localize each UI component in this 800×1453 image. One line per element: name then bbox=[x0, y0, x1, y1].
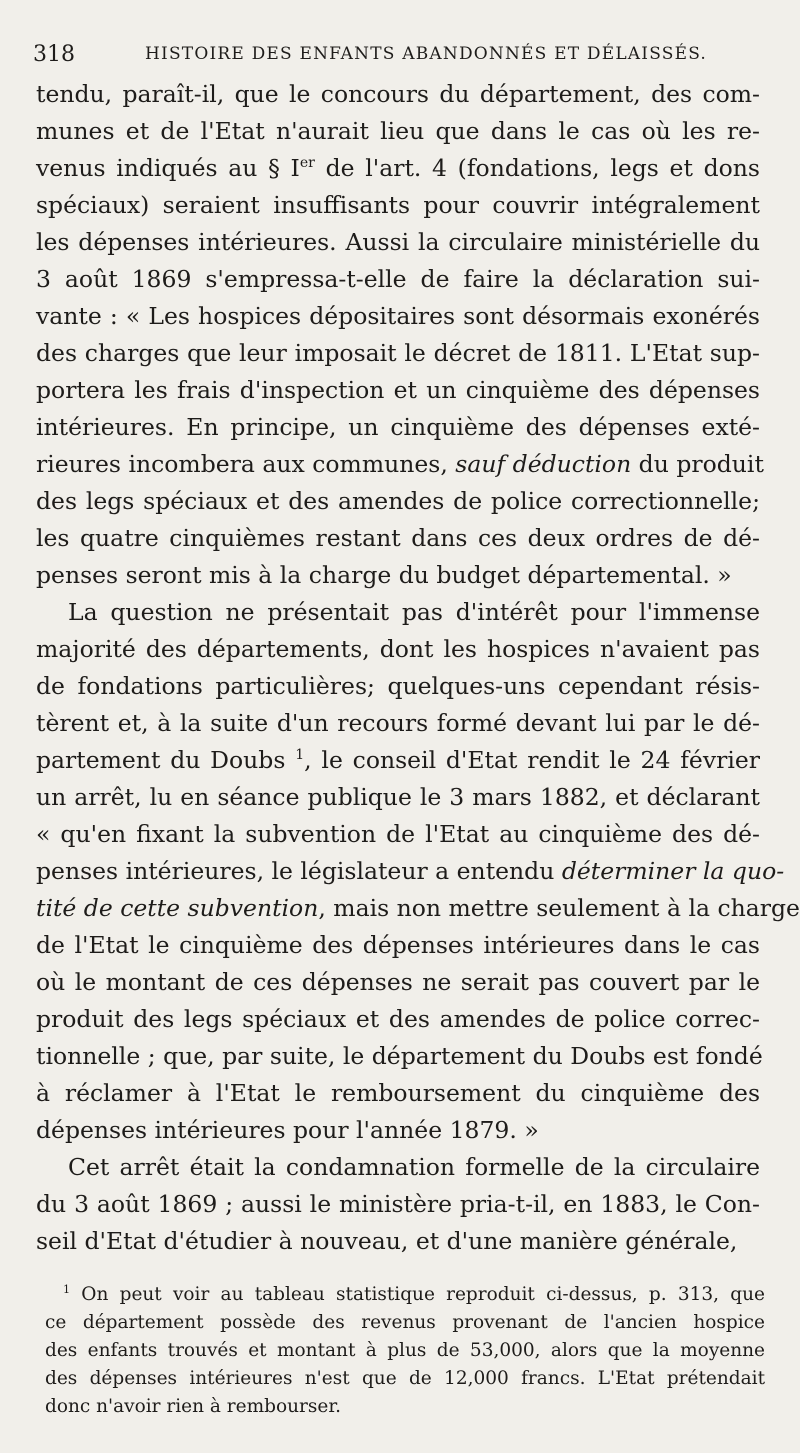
footnote-line: ce département possède des revenus provenant de l'ancien hospice bbox=[45, 1312, 765, 1333]
body-line: « qu'en fixant la subvention de l'Etat au cinquième des dé- bbox=[36, 820, 760, 848]
page-number: 318 bbox=[33, 42, 75, 67]
body-line: tionnelle ; que, par suite, le département du Doubs est fondé bbox=[36, 1042, 763, 1070]
body-line: seil d'Etat d'étudier à nouveau, et d'une manière générale, bbox=[36, 1227, 738, 1255]
body-line: un arrêt, lu en séance publique le 3 mars 1882, et déclarant bbox=[36, 783, 760, 811]
body-line: des charges que leur imposait le décret de 1811. L'Etat sup- bbox=[36, 339, 760, 367]
body-line: des legs spéciaux et des amendes de police correctionnelle; bbox=[36, 487, 760, 515]
body-line: spéciaux) seraient insuffisants pour couvrir intégralement bbox=[36, 191, 760, 219]
body-line: de fondations particulières; quelques-uns cependant résis- bbox=[36, 672, 760, 700]
body-line: Cet arrêt était la condamnation formelle de la circulaire bbox=[68, 1153, 760, 1181]
body-line: tendu, paraît-il, que le concours du département, des com- bbox=[36, 80, 760, 108]
body-line: les dépenses intérieures. Aussi la circulaire ministérielle du bbox=[36, 228, 760, 256]
body-line: de l'Etat le cinquième des dépenses intérieures dans le cas bbox=[36, 931, 760, 959]
footnote-line: des dépenses intérieures n'est que de 12,000 francs. L'Etat prétendait bbox=[45, 1368, 765, 1389]
body-line: 3 août 1869 s'empressa-t-elle de faire la déclaration sui- bbox=[36, 265, 760, 293]
body-line: rieures incombera aux communes, sauf déduction du produit bbox=[36, 450, 764, 478]
body-line: portera les frais d'inspection et un cinquième des dépenses bbox=[36, 376, 760, 404]
running-title: HISTOIRE DES ENFANTS ABANDONNÉS ET DÉLAISSÉS. bbox=[145, 44, 708, 64]
body-line: dépenses intérieures pour l'année 1879. » bbox=[36, 1116, 539, 1144]
body-line: à réclamer à l'Etat le remboursement du cinquième des bbox=[36, 1079, 760, 1107]
body-line: du 3 août 1869 ; aussi le ministère pria-t-il, en 1883, le Con- bbox=[36, 1190, 760, 1218]
footnote-line: donc n'avoir rien à rembourser. bbox=[45, 1396, 342, 1417]
body-line: venus indiqués au § Ier de l'art. 4 (fondations, legs et dons bbox=[36, 154, 760, 182]
body-line: où le montant de ces dépenses ne serait pas couvert par le bbox=[36, 968, 760, 996]
body-line: La question ne présentait pas d'intérêt pour l'immense bbox=[68, 598, 760, 626]
body-line: les quatre cinquièmes restant dans ces deux ordres de dé- bbox=[36, 524, 760, 552]
body-line: munes et de l'Etat n'aurait lieu que dans le cas où les re- bbox=[36, 117, 760, 145]
body-line: vante : « Les hospices dépositaires sont désormais exonérés bbox=[36, 302, 760, 330]
body-line: tèrent et, à la suite d'un recours formé devant lui par le dé- bbox=[36, 709, 760, 737]
body-line: partement du Doubs $^1$, le conseil d'Etat rendit le 24 février bbox=[36, 746, 760, 774]
body-line: intérieures. En principe, un cinquième des dépenses exté- bbox=[36, 413, 760, 441]
body-line: penses seront mis à la charge du budget départemental. » bbox=[36, 561, 732, 589]
body-text bbox=[36, 76, 800, 1260]
page-header bbox=[33, 38, 760, 74]
footnote-line: $^1$ On peut voir au tableau statistique reproduit ci-dessus, p. 313, que bbox=[63, 1282, 765, 1305]
body-line: produit des legs spéciaux et des amendes de police correc- bbox=[36, 1005, 760, 1033]
body-line: penses intérieures, le législateur a entendu déterminer la quo- bbox=[36, 857, 785, 885]
footnote-line: des enfants trouvés et montant à plus de 53,000, alors que la moyenne bbox=[45, 1340, 765, 1361]
body-line: tité de cette subvention, mais non mettre seulement à la charge bbox=[36, 894, 800, 922]
body-line: majorité des départements, dont les hospices n'avaient pas bbox=[36, 635, 760, 663]
footnotes bbox=[45, 1281, 765, 1421]
